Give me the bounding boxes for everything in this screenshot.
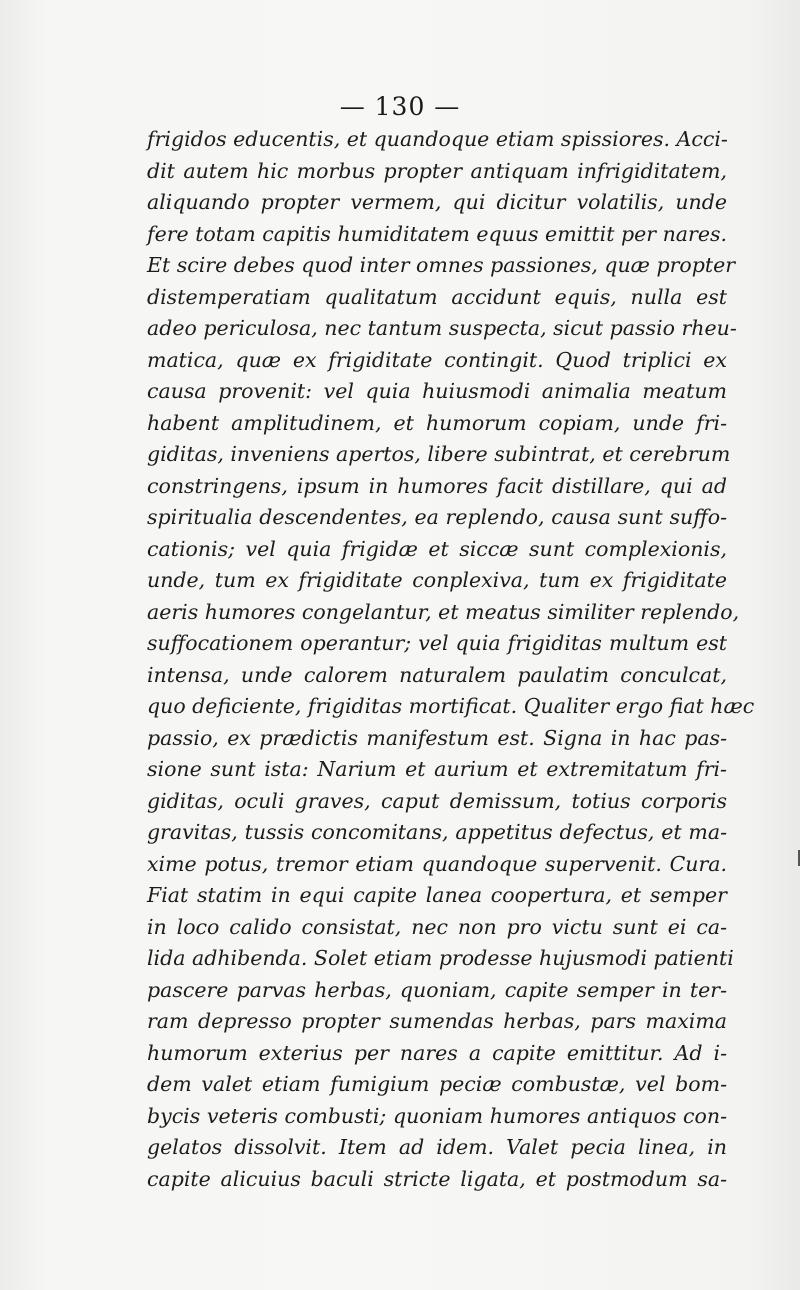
text-line: fere totam capitis humiditatem equus emittit per nares. [147, 221, 727, 246]
text-line: capite alicuius baculi stricte ligata, et postmodum sa- [147, 1166, 727, 1191]
text-line: giditas, oculi graves, caput demissum, totius corporis [147, 788, 727, 813]
text-line: frigidos educentis, et quandoque etiam spissiores. Acci- [147, 127, 728, 151]
text-line: passio, ex prædictis manifestum est. Signa in hac pas- [147, 725, 727, 750]
text-line: giditas, inveniens apertos, libere subintrat, et cerebrum [147, 442, 731, 466]
page-number: — 130 — [339, 92, 461, 121]
text-line: unde, tum ex frigiditate conplexiva, tum ex frigiditate [147, 568, 727, 592]
text-line: distemperatiam qualitatum accidunt equis, nulla est [147, 284, 727, 309]
text-line: Fiat statim in equi capite lanea coopertura, et semper [147, 883, 727, 907]
text-line: gelatos dissolvit. Item ad idem. Valet pecia linea, in [147, 1135, 727, 1159]
body-text [147, 124, 755, 1195]
text-line: aliquando propter vermem, qui dicitur volatilis, unde [147, 190, 727, 214]
text-line: constringens, ipsum in humores facit distillare, qui ad [147, 473, 727, 498]
text-line: gravitas, tussis concomitans, appetitus defectus, et ma- [147, 820, 727, 844]
text-line: suffocationem operantur; vel quia frigiditas multum est [147, 631, 727, 655]
text-line: in loco calido consistat, nec non pro victu sunt ei ca- [147, 914, 727, 939]
text-line: aeris humores congelantur, et meatus similiter replendo, [147, 599, 740, 624]
text-line: adeo periculosa, nec tantum suspecta, sicut passio rheu- [147, 316, 737, 340]
text-line: xime potus, tremor etiam quandoque supervenit. Cura. [147, 851, 727, 876]
text-line: sione sunt ista: Narium et aurium et extremitatum fri- [147, 757, 727, 781]
text-line: spiritualia descendentes, ea replendo, causa sunt suffo- [147, 505, 727, 529]
text-line: pascere parvas herbas, quoniam, capite semper in ter- [147, 977, 727, 1002]
text-line: dem valet etiam fumigium peciæ combustæ, vel bom- [147, 1072, 727, 1096]
text-line: Et scire debes quod inter omnes passiones, quæ propter [147, 253, 736, 277]
text-line: dit autem hic morbus propter antiquam infrigiditatem, [147, 158, 727, 183]
text-line: ram depresso propter sumendas herbas, pars maxima [147, 1009, 727, 1033]
text-line: intensa, unde calorem naturalem paulatim conculcat, [147, 662, 727, 687]
text-line: cationis; vel quia frigidæ et siccæ sunt complexionis, [147, 536, 727, 561]
text-line: matica, quæ ex frigiditate contingit. Quod triplici ex [147, 347, 727, 372]
text-line: bycis veteris combusti; quoniam humores antiquos con- [147, 1103, 727, 1128]
text-line: quo deficiente, frigiditas mortificat. Qualiter ergo fiat hæc [147, 694, 755, 718]
text-line: habent amplitudinem, et humorum copiam, unde fri- [147, 410, 727, 435]
text-line: lida adhibenda. Solet etiam prodesse hujusmodi patienti [147, 946, 734, 970]
text-line: causa provenit: vel quia huiusmodi animalia meatum [147, 379, 727, 403]
text-line: humorum exterius per nares a capite emittitur. Ad i- [147, 1040, 727, 1065]
